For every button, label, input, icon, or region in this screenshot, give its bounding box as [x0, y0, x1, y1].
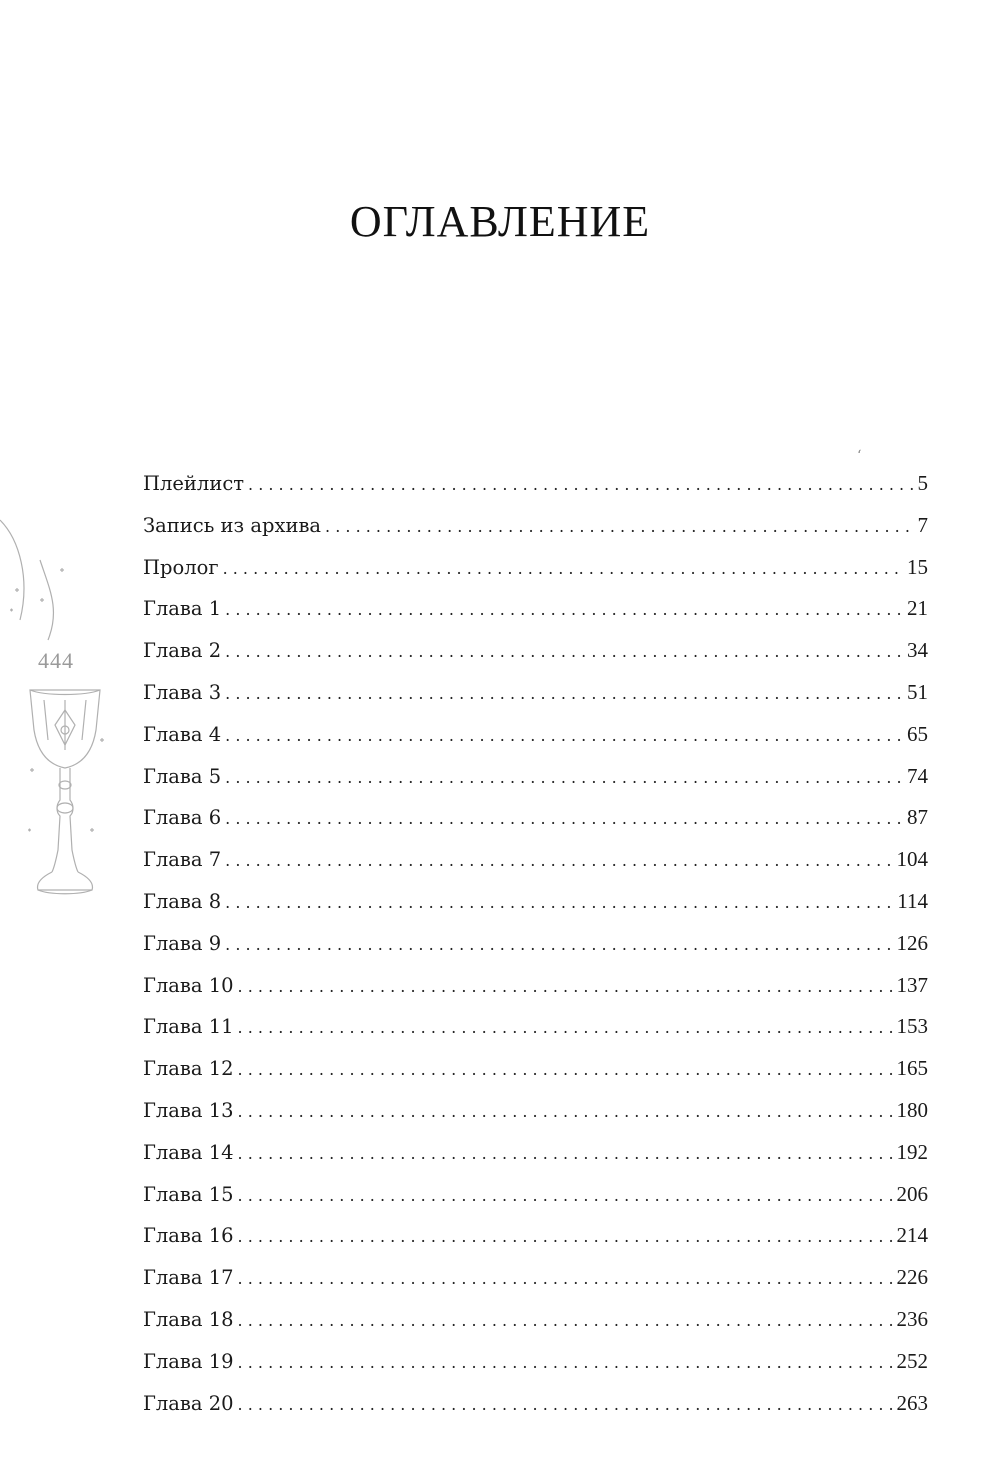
toc-entry-page-number: 214: [896, 1223, 928, 1248]
toc-entry[interactable]: [143, 971, 928, 1013]
toc-entry[interactable]: [143, 678, 928, 720]
toc-entry-label: Глава 2: [143, 639, 222, 663]
toc-entry[interactable]: [143, 887, 928, 929]
toc-dot-leader: [238, 1098, 895, 1126]
toc-entry-label: Глава 9: [143, 931, 222, 955]
toc-dot-leader: [238, 1307, 895, 1335]
toc-entry-page-number: 137: [896, 972, 928, 997]
toc-dot-leader: [225, 805, 905, 833]
toc-dot-leader: [238, 1391, 895, 1419]
toc-entry-page-number: 34: [907, 638, 928, 663]
toc-entry-label: Глава 20: [143, 1391, 234, 1415]
toc-dot-leader: [238, 1014, 895, 1042]
toc-dot-leader: [225, 764, 905, 792]
toc-entry-page-number: 7: [917, 512, 928, 537]
toc-entry[interactable]: [143, 1389, 928, 1431]
toc-entry-label: Глава 14: [143, 1140, 234, 1164]
toc-dot-leader: [225, 722, 905, 750]
toc-entry-page-number: 104: [896, 847, 928, 872]
toc-entry[interactable]: [143, 803, 928, 845]
toc-entry[interactable]: [143, 845, 928, 887]
toc-entry-page-number: 252: [896, 1348, 928, 1373]
toc-entry-page-number: 192: [896, 1139, 928, 1164]
toc-entry-label: Глава 1: [143, 597, 222, 621]
toc-entry-page-number: 263: [896, 1390, 928, 1415]
toc-entry-page-number: 206: [896, 1181, 928, 1206]
toc-entry[interactable]: [143, 1221, 928, 1263]
toc-dot-leader: [238, 1140, 895, 1168]
toc-entry-label: Глава 8: [143, 889, 222, 913]
toc-entry-page-number: 87: [907, 805, 928, 830]
toc-entry-page-number: 236: [896, 1306, 928, 1331]
toc-entry-label: Глава 10: [143, 973, 234, 997]
toc-dot-leader: [238, 973, 895, 1001]
toc-entry-page-number: 74: [907, 763, 928, 788]
goblet-icon: [0, 500, 130, 920]
toc-entry-page-number: 5: [917, 471, 928, 495]
toc-entry-page-number: 65: [907, 721, 928, 746]
table-of-contents: [143, 469, 928, 1430]
toc-entry-label: Глава 17: [143, 1266, 234, 1290]
toc-dot-leader: [225, 638, 905, 666]
toc-entry[interactable]: [143, 1096, 928, 1138]
toc-dot-leader: [238, 1223, 895, 1251]
toc-entry[interactable]: [143, 1305, 928, 1347]
toc-dot-leader: [238, 1182, 895, 1210]
toc-entry-page-number: 153: [896, 1014, 928, 1039]
toc-entry[interactable]: [143, 1347, 928, 1389]
toc-entry[interactable]: [143, 1054, 928, 1096]
toc-entry-label: Глава 13: [143, 1098, 234, 1122]
stray-mark: ‘: [857, 448, 862, 464]
toc-dot-leader: [225, 889, 895, 917]
toc-entry-page-number: 165: [896, 1056, 928, 1081]
toc-dot-leader: [225, 596, 905, 624]
toc-entry[interactable]: [143, 594, 928, 636]
toc-dot-leader: [325, 513, 915, 541]
toc-entry[interactable]: [143, 929, 928, 971]
page-title: ОГЛАВЛЕНИЕ: [349, 197, 651, 246]
toc-entry-label: Глава 7: [143, 848, 222, 872]
toc-entry[interactable]: [143, 1138, 928, 1180]
toc-entry-page-number: 114: [897, 888, 928, 913]
toc-dot-leader: [238, 1349, 895, 1377]
toc-entry[interactable]: [143, 1012, 928, 1054]
toc-dot-leader: [223, 555, 905, 583]
toc-entry[interactable]: [143, 720, 928, 762]
page-number-folio: 444: [38, 648, 74, 673]
toc-entry-label: Плейлист: [143, 472, 245, 495]
toc-entry-label: Глава 3: [143, 680, 222, 704]
toc-entry-label: Глава 12: [143, 1057, 234, 1081]
toc-entry-page-number: 126: [896, 930, 928, 955]
toc-entry-label: Запись из архива: [143, 513, 322, 537]
toc-entry[interactable]: [143, 1263, 928, 1305]
toc-entry[interactable]: [143, 469, 928, 511]
toc-entry-label: Глава 4: [143, 722, 222, 746]
toc-entry-page-number: 51: [907, 679, 928, 704]
toc-entry-label: Глава 15: [143, 1182, 234, 1206]
toc-dot-leader: [248, 471, 915, 499]
toc-entry[interactable]: [143, 511, 928, 553]
toc-entry-label: Глава 5: [143, 764, 222, 788]
toc-dot-leader: [238, 1265, 895, 1293]
toc-entry-label: Глава 6: [143, 806, 222, 830]
toc-entry[interactable]: [143, 636, 928, 678]
toc-dot-leader: [225, 847, 894, 875]
toc-entry-page-number: 15: [907, 554, 928, 579]
toc-entry-page-number: 180: [896, 1097, 928, 1122]
toc-dot-leader: [225, 680, 905, 708]
toc-entry-label: Глава 11: [143, 1015, 234, 1039]
toc-entry-label: Глава 16: [143, 1224, 234, 1248]
toc-entry-label: Глава 19: [143, 1349, 234, 1373]
toc-entry[interactable]: [143, 553, 928, 595]
toc-entry-label: Глава 18: [143, 1307, 234, 1331]
toc-entry-page-number: 21: [907, 596, 928, 621]
toc-dot-leader: [225, 931, 894, 959]
toc-dot-leader: [238, 1056, 895, 1084]
toc-entry-page-number: 226: [896, 1265, 928, 1290]
toc-entry[interactable]: [143, 1180, 928, 1222]
toc-entry[interactable]: [143, 762, 928, 804]
toc-entry-label: Пролог: [143, 555, 219, 579]
